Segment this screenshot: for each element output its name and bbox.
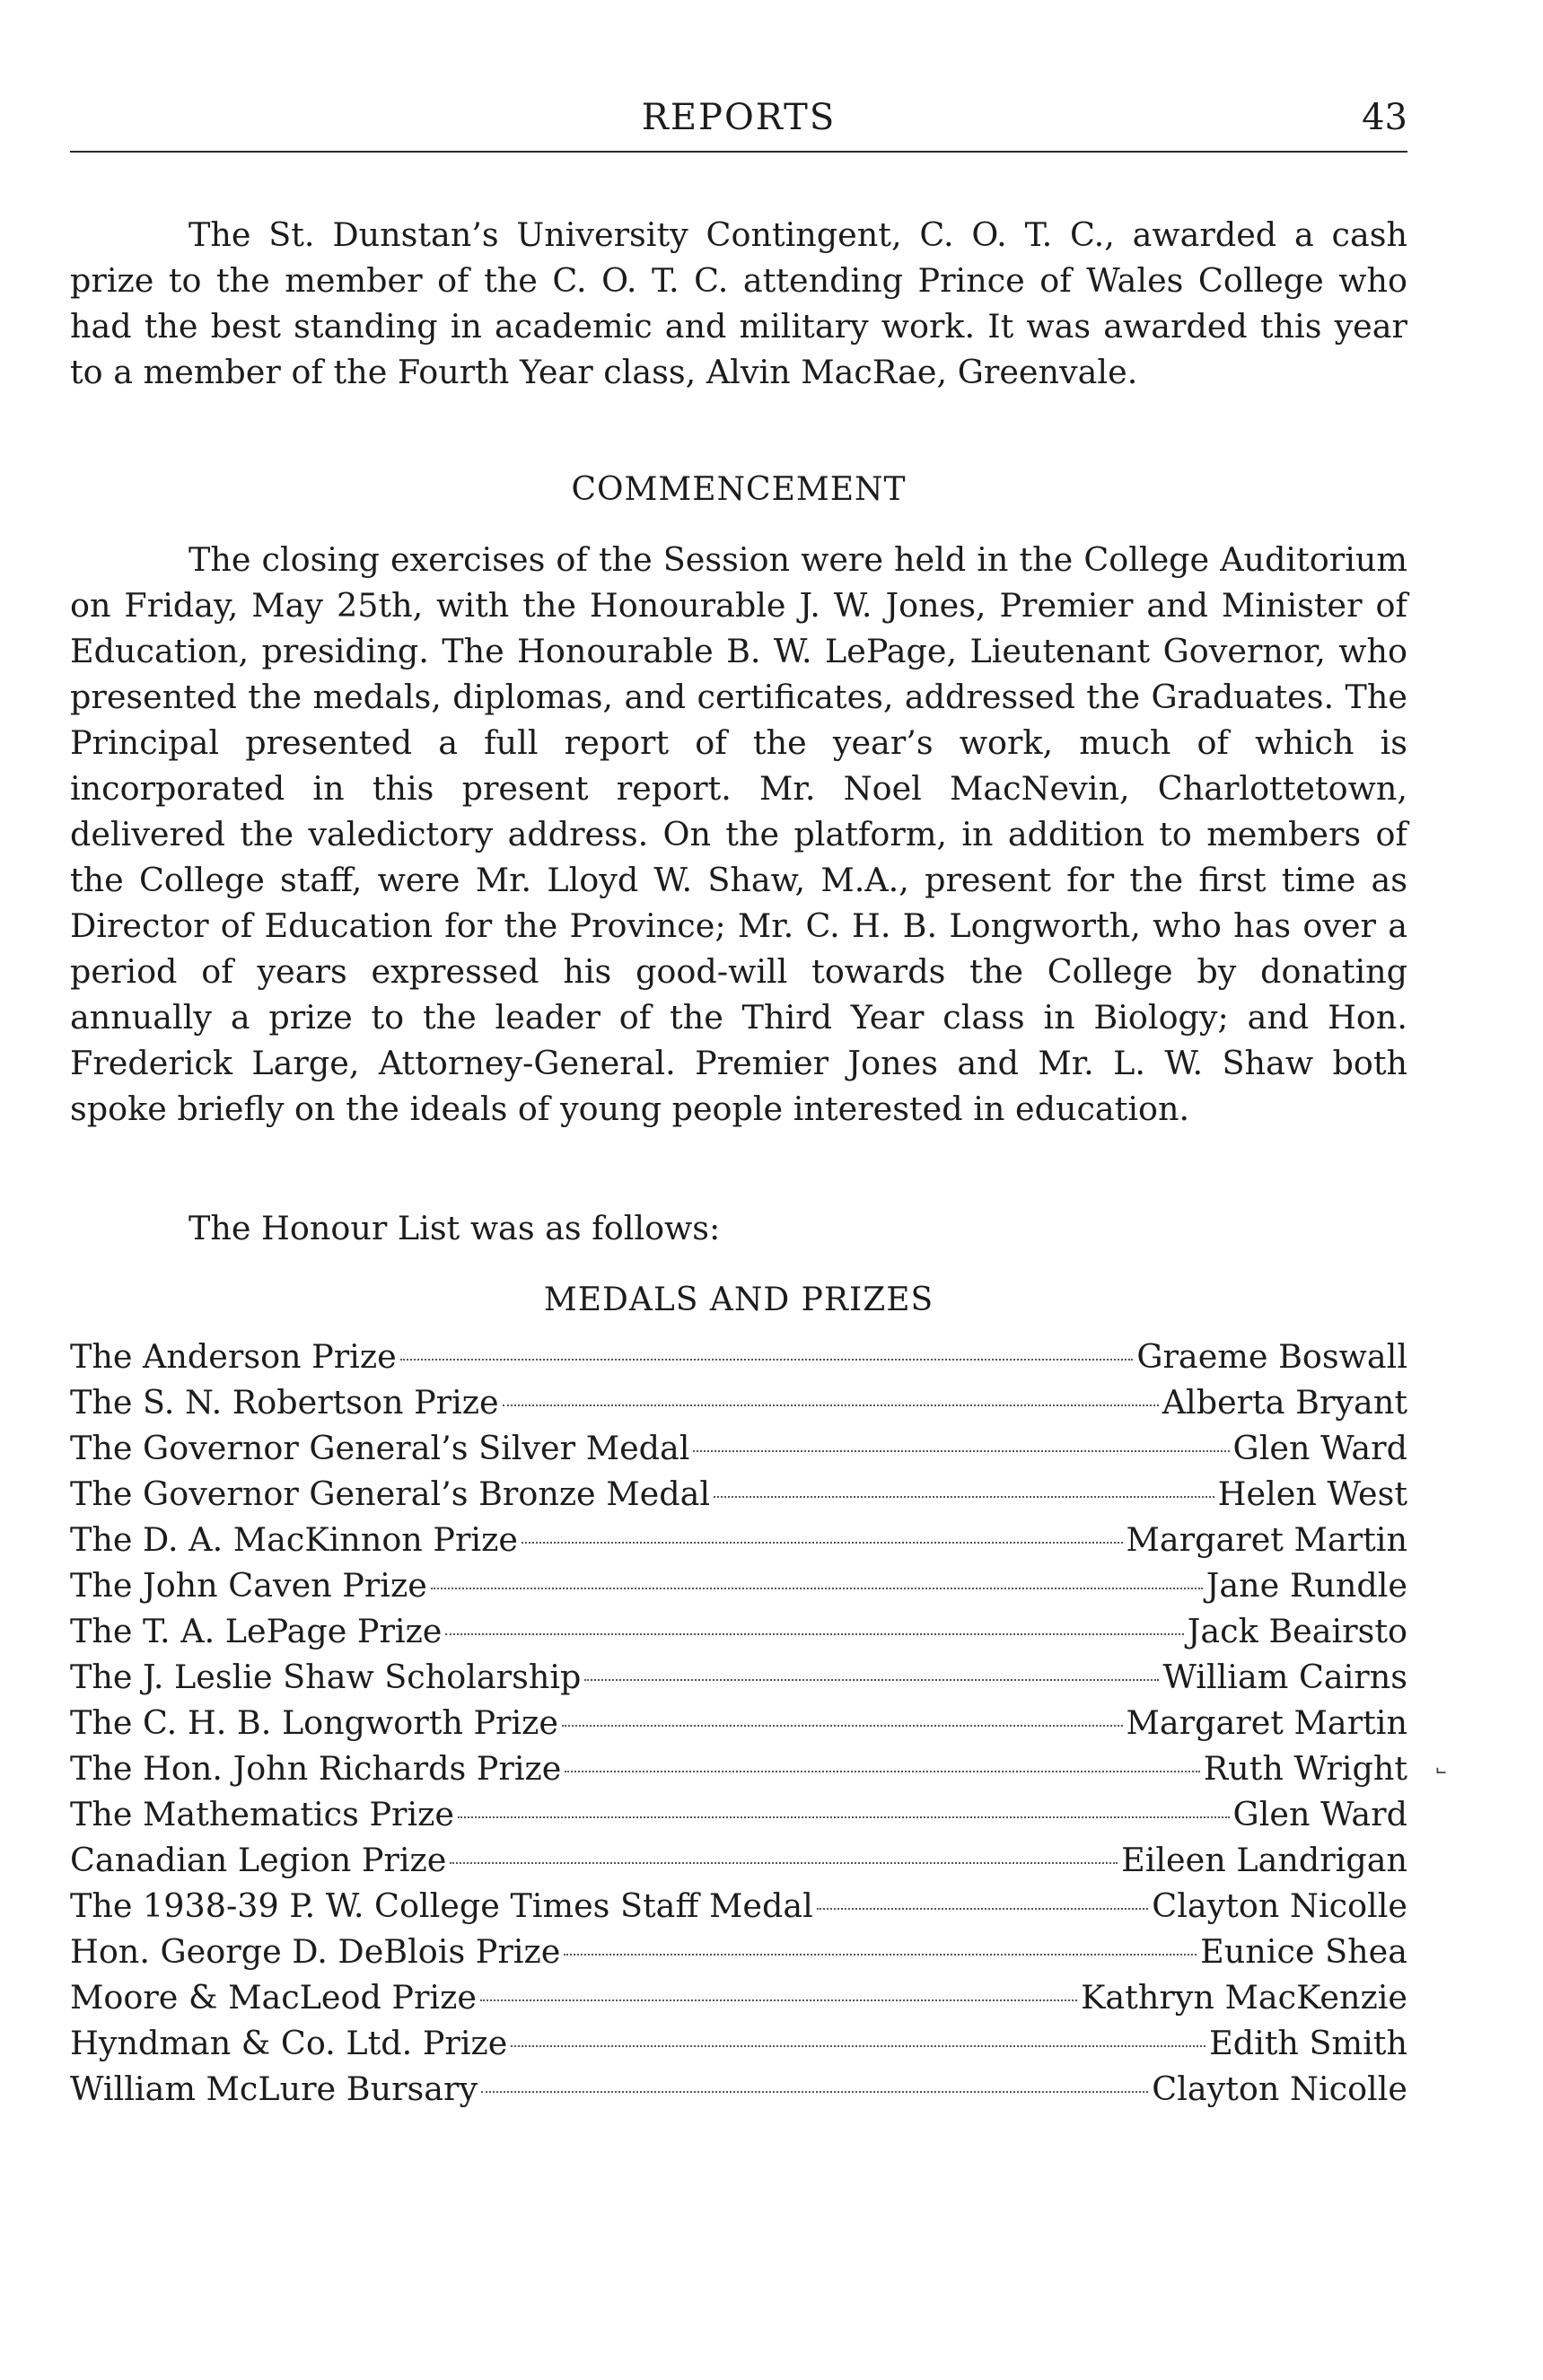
- prize-row: [70, 1562, 1407, 1608]
- dot-leader: [400, 1359, 1134, 1361]
- prize-row: [70, 1334, 1407, 1379]
- prize-row: [70, 1974, 1407, 2020]
- prize-row: [70, 1791, 1407, 1837]
- dot-leader: [564, 1954, 1197, 1956]
- prize-name: The 1938-39 P. W. College Times Staff Medal: [70, 1886, 813, 1925]
- dot-leader: [562, 1725, 1123, 1727]
- prize-winner: Glen Ward: [1232, 1795, 1407, 1833]
- cotc-prize-paragraph: The St. Dunstan’s University Contingent, C. O. T. C., awarded a cash prize to the member of the C. O. T. C. attending Prince of Wales College who had the best standing in academic and military work. It was awarded this year to a member of the Fourth Year class, Alvin MacRae, Greenvale.: [70, 215, 1407, 391]
- margin-mark: ˾: [1436, 1745, 1447, 1774]
- dot-leader: [481, 2091, 1148, 2093]
- running-title: REPORTS: [641, 97, 837, 138]
- prize-name: The C. H. B. Longworth Prize: [70, 1703, 558, 1742]
- dot-leader: [431, 1588, 1203, 1589]
- prize-name: The S. N. Robertson Prize: [70, 1383, 499, 1422]
- prize-row: [70, 2020, 1407, 2066]
- dot-leader: [565, 1771, 1199, 1772]
- medals-and-prizes-heading: MEDALS AND PRIZES: [543, 1282, 934, 1318]
- commencement-heading: COMMENCEMENT: [571, 471, 907, 508]
- prize-name: The Hon. John Richards Prize: [70, 1749, 562, 1788]
- dot-leader: [693, 1450, 1229, 1452]
- prize-name: The J. Leslie Shaw Scholarship: [70, 1658, 582, 1696]
- dot-leader: [450, 1862, 1118, 1864]
- dot-leader: [458, 1816, 1230, 1818]
- prize-row: [70, 1471, 1407, 1517]
- honour-list-intro: The Honour List was as follows:: [188, 1209, 721, 1247]
- page-number: 43: [1362, 97, 1407, 138]
- prize-winner: Clayton Nicolle: [1152, 1886, 1407, 1925]
- dot-leader: [714, 1496, 1214, 1498]
- prize-winner: Eileen Landrigan: [1121, 1841, 1407, 1879]
- prize-name: The Governor General’s Bronze Medal: [70, 1474, 711, 1513]
- prize-row: [70, 1746, 1407, 1791]
- prize-row: [70, 1929, 1407, 1974]
- prize-winner: Kathryn MacKenzie: [1081, 1978, 1407, 2017]
- prize-winner: Jane Rundle: [1205, 1566, 1407, 1605]
- prize-winner: Edith Smith: [1209, 2024, 1407, 2062]
- dot-leader: [480, 1999, 1077, 2001]
- commencement-paragraph: The closing exercises of the Session were held in the College Auditorium on Friday, May 25th, with the Honourable J. W. Jones, Premier and Minister of Education, presiding. The Honourable B. W. LePage, Lieutenant Governor, who presented the medals, diplomas, and certificates, addressed the Graduates. The Principal presented a full report of the year’s work, much of which is incorporated in this present report. Mr. Noel MacNevin, Charlottetown, delivered the valedictory address. On the platform, in addition to members of the College staff, were Mr. Lloyd W. Shaw, M.A., present for the first time as Director of Education for the Province; Mr. C. H. B. Longworth, who has over a period of years expressed his good-will towards the College by donating annually a prize to the leader of the Third Year class in Biology; and Hon. Frederick Large, Attorney-General. Premier Jones and Mr. L. W. Shaw both spoke briefly on the ideals of young people interested in education.: [70, 540, 1407, 1128]
- prize-row: [70, 2066, 1407, 2112]
- dot-leader: [522, 1542, 1123, 1544]
- prize-name: Hon. George D. DeBlois Prize: [70, 1932, 561, 1971]
- prize-row: [70, 1608, 1407, 1654]
- dot-leader: [503, 1404, 1159, 1406]
- dot-leader: [817, 1908, 1149, 1910]
- prize-winner: Helen West: [1217, 1474, 1407, 1513]
- prize-winner: William Cairns: [1162, 1658, 1407, 1696]
- prize-winner: Alberta Bryant: [1162, 1383, 1407, 1422]
- prize-row: [70, 1425, 1407, 1471]
- prize-row: [70, 1837, 1407, 1883]
- dot-leader: [584, 1679, 1159, 1681]
- prize-name: The Anderson Prize: [70, 1337, 397, 1376]
- prize-name: The Mathematics Prize: [70, 1795, 454, 1833]
- prize-winner: Jack Beairsto: [1187, 1612, 1407, 1650]
- prize-name: Moore & MacLeod Prize: [70, 1978, 477, 2017]
- prize-row: [70, 1883, 1407, 1929]
- prize-name: Hyndman & Co. Ltd. Prize: [70, 2024, 508, 2062]
- prize-winner: Ruth Wright: [1203, 1749, 1407, 1788]
- prize-name: The John Caven Prize: [70, 1566, 427, 1605]
- page-header: [70, 97, 1407, 153]
- prize-winner: Graeme Boswall: [1136, 1337, 1407, 1376]
- prize-row: [70, 1700, 1407, 1746]
- prize-winner: Eunice Shea: [1200, 1932, 1407, 1971]
- prize-winner: Margaret Martin: [1126, 1520, 1407, 1559]
- prize-winner: Glen Ward: [1232, 1429, 1407, 1467]
- prize-name: The Governor General’s Silver Medal: [70, 1429, 690, 1467]
- prize-winner: Margaret Martin: [1126, 1703, 1407, 1742]
- dot-leader: [511, 2045, 1205, 2047]
- prize-name: William McLure Bursary: [70, 2069, 478, 2108]
- prize-name: The T. A. LePage Prize: [70, 1612, 443, 1650]
- prize-list: [70, 1334, 1407, 2112]
- dot-leader: [445, 1633, 1183, 1635]
- prize-name: The D. A. MacKinnon Prize: [70, 1520, 518, 1559]
- prize-winner: Clayton Nicolle: [1152, 2069, 1407, 2108]
- prize-name: Canadian Legion Prize: [70, 1841, 447, 1879]
- prize-row: [70, 1379, 1407, 1425]
- prize-row: [70, 1517, 1407, 1562]
- prize-row: [70, 1654, 1407, 1700]
